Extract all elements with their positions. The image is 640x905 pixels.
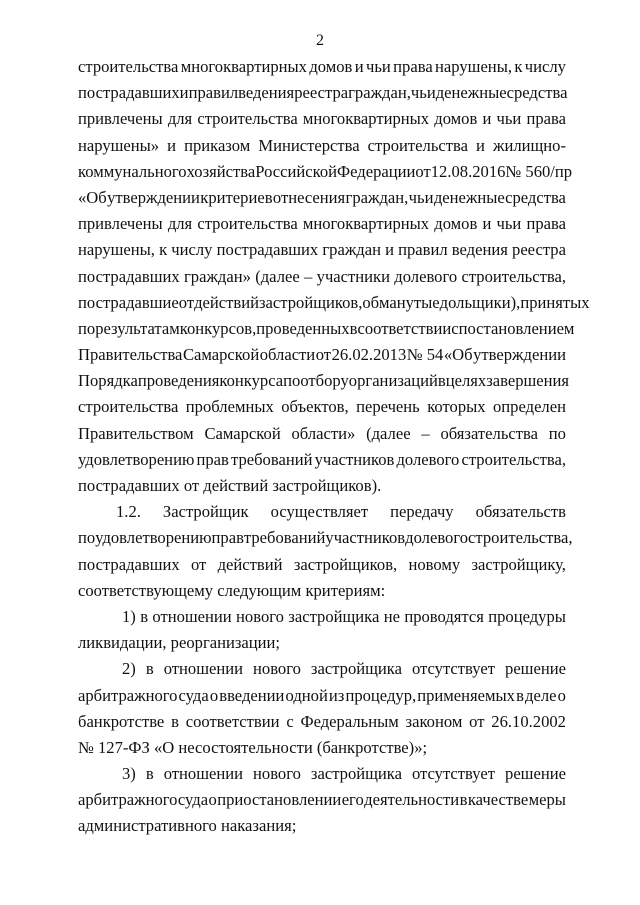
text-word: № 560/пр: [505, 161, 573, 181]
text-line: [78, 54, 566, 80]
text-word: банкротстве: [78, 711, 165, 731]
text-word: завершения: [486, 371, 570, 391]
text-line: [78, 264, 566, 290]
text-word: № 127-ФЗ «О несостоятельности (банкротстве)»;: [78, 737, 428, 757]
text-word: соответствующему следующим критериям:: [78, 580, 386, 600]
text-word: строительства,: [461, 266, 566, 286]
text-word: которых: [427, 397, 486, 417]
text-word: от: [469, 711, 485, 731]
text-word: отношении: [152, 606, 232, 626]
text-word: 12.08.2016: [430, 161, 506, 181]
text-word: постановлением: [458, 318, 575, 338]
text-word: Федерации: [337, 161, 416, 181]
text-word: пострадавших: [78, 83, 180, 103]
text-word: качестве: [467, 790, 529, 810]
text-word: организаций: [348, 371, 438, 391]
text-word: застройщика: [310, 659, 402, 679]
text-word: участников: [325, 528, 406, 548]
text-word: к: [514, 57, 523, 76]
text-word: ликвидации, реорганизации;: [78, 633, 281, 653]
text-word: объектов,: [281, 397, 349, 417]
text-word: в: [516, 685, 524, 705]
text-word: многоквартирных: [302, 109, 430, 129]
text-word: результатам: [95, 318, 180, 338]
text-word: дольщики),: [439, 292, 521, 312]
text-word: для: [167, 109, 193, 129]
text-line: [78, 630, 566, 656]
text-word: осуществляет: [270, 502, 369, 522]
text-word: новому: [408, 554, 461, 574]
text-word: привлечены: [78, 214, 163, 234]
text-word: с: [451, 318, 459, 338]
text-word: застройщику,: [471, 554, 566, 574]
text-word: 3): [122, 764, 136, 784]
text-word: многоквартирных: [180, 57, 307, 76]
text-line: [78, 604, 566, 630]
text-word: застройщиков,: [293, 554, 398, 574]
text-line: [78, 735, 566, 761]
text-word: обязательств: [475, 502, 566, 522]
text-word: средства: [506, 83, 568, 103]
document-body: [78, 54, 590, 840]
text-word: строительства: [367, 135, 468, 155]
text-word: Федеральным: [300, 711, 399, 731]
text-word: граждан»: [183, 266, 251, 286]
text-word: определен: [493, 397, 566, 417]
text-word: с: [286, 711, 294, 731]
text-word: отношении: [163, 659, 243, 679]
text-line: [78, 813, 566, 839]
text-word: участников: [314, 449, 395, 469]
text-line: [78, 290, 590, 316]
text-word: Застройщик: [162, 502, 249, 522]
text-line: [78, 237, 566, 263]
text-word: в: [437, 371, 446, 391]
text-word: целях: [445, 371, 487, 391]
text-word: отнесения: [272, 187, 346, 207]
text-line: [78, 80, 566, 106]
text-word: в: [171, 711, 179, 731]
text-word: и: [482, 214, 492, 234]
text-word: средства: [505, 187, 566, 207]
text-word: долевого: [396, 449, 460, 469]
text-word: решение: [505, 659, 566, 679]
text-word: граждан,: [345, 187, 409, 207]
text-word: законом: [405, 711, 463, 731]
text-word: арбитражного: [78, 685, 178, 705]
text-word: и: [385, 240, 394, 260]
text-line: [78, 342, 566, 368]
text-word: по: [283, 371, 301, 391]
text-word: денежные: [433, 187, 505, 207]
text-word: не: [383, 606, 400, 626]
text-word: Российской: [255, 161, 338, 181]
text-word: (далее: [255, 266, 300, 286]
text-word: введении: [219, 685, 285, 705]
text-word: чьи: [408, 187, 434, 207]
text-word: 2): [122, 659, 136, 679]
text-word: чьи: [496, 214, 522, 234]
text-word: пострадавших: [78, 554, 180, 574]
text-word: действий: [194, 292, 259, 312]
text-word: Правительства: [78, 345, 183, 365]
text-word: утверждении: [107, 187, 200, 207]
text-word: отсутствует: [411, 764, 495, 784]
text-word: нового: [253, 764, 301, 784]
text-word: соответствии: [185, 711, 280, 731]
text-word: деятельности: [364, 790, 460, 810]
text-word: из: [328, 685, 345, 705]
text-word: в: [349, 318, 358, 338]
text-word: области: [259, 345, 316, 365]
text-line: [78, 185, 566, 211]
text-word: перечень: [356, 397, 420, 417]
text-word: решение: [505, 764, 566, 784]
text-word: ведения: [451, 240, 508, 260]
text-word: чьи: [496, 109, 522, 129]
text-word: чьи: [366, 57, 391, 76]
text-word: правил: [188, 83, 239, 103]
text-word: строительства: [197, 214, 298, 234]
text-word: к: [159, 240, 168, 260]
text-word: ведения: [238, 83, 295, 103]
text-word: строительства,: [461, 449, 566, 469]
text-word: обманутые: [362, 292, 440, 312]
text-word: граждан: [322, 240, 381, 260]
text-line: [78, 473, 566, 499]
text-word: домов: [434, 109, 478, 129]
text-word: передачу: [390, 502, 454, 522]
text-word: удовлетворению: [78, 449, 195, 469]
text-word: деле: [525, 685, 557, 705]
text-word: пострадавших: [78, 266, 180, 286]
text-word: права: [526, 214, 566, 234]
text-word: отношении: [163, 764, 243, 784]
text-word: прав: [211, 528, 244, 548]
text-word: долевого: [394, 266, 458, 286]
text-word: нового: [253, 659, 301, 679]
text-word: о: [208, 790, 217, 810]
text-line: [78, 683, 566, 709]
text-word: по: [78, 528, 96, 548]
text-word: № 54: [406, 345, 444, 365]
text-word: чьи: [410, 83, 436, 103]
text-word: конкурса: [219, 371, 284, 391]
text-line: [78, 316, 575, 342]
text-word: нарушены,: [78, 240, 155, 260]
text-word: проводятся: [404, 606, 484, 626]
text-word: действий: [217, 554, 283, 574]
text-word: конкурсов,: [179, 318, 257, 338]
text-word: числу: [524, 57, 566, 76]
text-word: строительства: [78, 397, 179, 417]
text-word: хозяйства: [186, 161, 256, 181]
text-line: [78, 159, 573, 185]
text-word: домов: [309, 57, 353, 76]
text-word: меры: [528, 790, 566, 810]
text-line: [78, 525, 573, 551]
text-line: [78, 368, 570, 394]
text-word: пострадавшие: [78, 292, 179, 312]
text-word: отбору: [300, 371, 349, 391]
text-line: [78, 211, 566, 237]
text-word: от: [178, 292, 195, 312]
text-word: арбитражного: [78, 790, 178, 810]
text-line: [78, 656, 566, 682]
text-word: области»: [291, 423, 356, 443]
text-word: нарушены»: [78, 135, 160, 155]
text-word: «Об: [78, 187, 107, 207]
text-word: от: [415, 161, 431, 181]
text-line: [78, 709, 566, 735]
text-word: 26.02.2013: [331, 345, 407, 365]
text-word: (далее: [366, 423, 411, 443]
text-word: коммунального: [78, 161, 187, 181]
text-word: административного наказания;: [78, 816, 297, 836]
text-word: приказом: [184, 135, 251, 155]
text-word: нового: [236, 606, 284, 626]
text-word: и: [354, 57, 364, 76]
text-word: 1.2.: [116, 502, 141, 522]
text-word: о: [557, 685, 566, 705]
text-word: по: [78, 318, 96, 338]
text-word: строительства,: [468, 528, 573, 548]
text-word: реестра: [512, 240, 566, 260]
text-line: [78, 421, 566, 447]
text-line: [78, 106, 566, 132]
text-word: Самарской: [204, 423, 281, 443]
text-word: удовлетворению: [95, 528, 212, 548]
text-word: Министерства: [258, 135, 360, 155]
text-word: одной: [285, 685, 328, 705]
page-number: 2: [316, 32, 324, 49]
text-word: 26.10.2002: [491, 711, 566, 731]
text-word: от: [315, 345, 332, 365]
text-word: «Об: [443, 345, 473, 365]
text-word: участники: [316, 266, 390, 286]
text-line: [78, 787, 566, 813]
text-word: застройщиков,: [259, 292, 363, 312]
text-word: его: [341, 790, 364, 810]
text-word: привлечены: [78, 109, 163, 129]
text-word: обязательства: [440, 423, 538, 443]
text-word: проведения: [137, 371, 220, 391]
text-word: Порядка: [78, 371, 138, 391]
text-word: пострадавших от действий застройщиков).: [78, 476, 382, 495]
text-word: требований: [230, 449, 313, 469]
text-word: граждан,: [348, 83, 411, 103]
text-word: суда: [178, 685, 209, 705]
text-word: отсутствует: [411, 659, 495, 679]
text-word: применяемых: [417, 685, 515, 705]
text-word: права: [393, 57, 433, 76]
text-word: нарушены,: [435, 57, 512, 76]
text-word: требований: [243, 528, 326, 548]
text-word: соответствии: [357, 318, 452, 338]
text-word: жилищно-: [492, 135, 566, 155]
text-word: для: [167, 214, 193, 234]
text-word: в: [145, 659, 154, 679]
text-line: [78, 552, 566, 578]
text-line: [78, 447, 566, 473]
text-word: по: [548, 423, 566, 443]
text-word: суда: [177, 790, 209, 810]
text-line: [78, 394, 566, 420]
text-word: утверждении: [473, 345, 566, 365]
text-word: долевого: [405, 528, 469, 548]
text-word: Правительством: [78, 423, 194, 443]
text-word: приостановлении: [217, 790, 342, 810]
text-word: в: [140, 606, 149, 626]
text-line: [78, 133, 566, 159]
text-word: процедуры: [488, 606, 566, 626]
text-word: –: [304, 266, 313, 286]
text-word: строительства: [78, 57, 179, 76]
text-word: права: [526, 109, 566, 129]
text-word: процедур,: [345, 685, 417, 705]
text-word: проведенных: [256, 318, 350, 338]
text-line: [78, 761, 566, 787]
text-line: [78, 499, 566, 525]
text-word: принятых: [520, 292, 590, 312]
text-word: прав: [196, 449, 229, 469]
text-word: и: [482, 109, 492, 129]
text-word: критериев: [200, 187, 273, 207]
text-word: 1): [122, 606, 136, 626]
text-word: проблемных: [185, 397, 274, 417]
text-word: и: [167, 135, 177, 155]
text-word: застройщика: [288, 606, 380, 626]
text-word: Самарской: [182, 345, 260, 365]
text-word: –: [421, 423, 430, 443]
text-word: в: [459, 790, 468, 810]
text-word: строительства: [197, 109, 298, 129]
text-word: и: [476, 135, 485, 155]
text-word: застройщика: [310, 764, 402, 784]
text-word: в: [145, 764, 154, 784]
text-line: [78, 578, 566, 604]
text-word: пострадавших: [216, 240, 319, 260]
text-word: о: [209, 685, 219, 705]
text-word: правил: [398, 240, 448, 260]
text-word: от: [190, 554, 207, 574]
text-word: домов: [434, 214, 478, 234]
text-word: многоквартирных: [302, 214, 430, 234]
text-word: числу: [171, 240, 213, 260]
text-word: денежные: [435, 83, 507, 103]
text-word: и: [179, 83, 189, 103]
text-word: реестра: [294, 83, 349, 103]
